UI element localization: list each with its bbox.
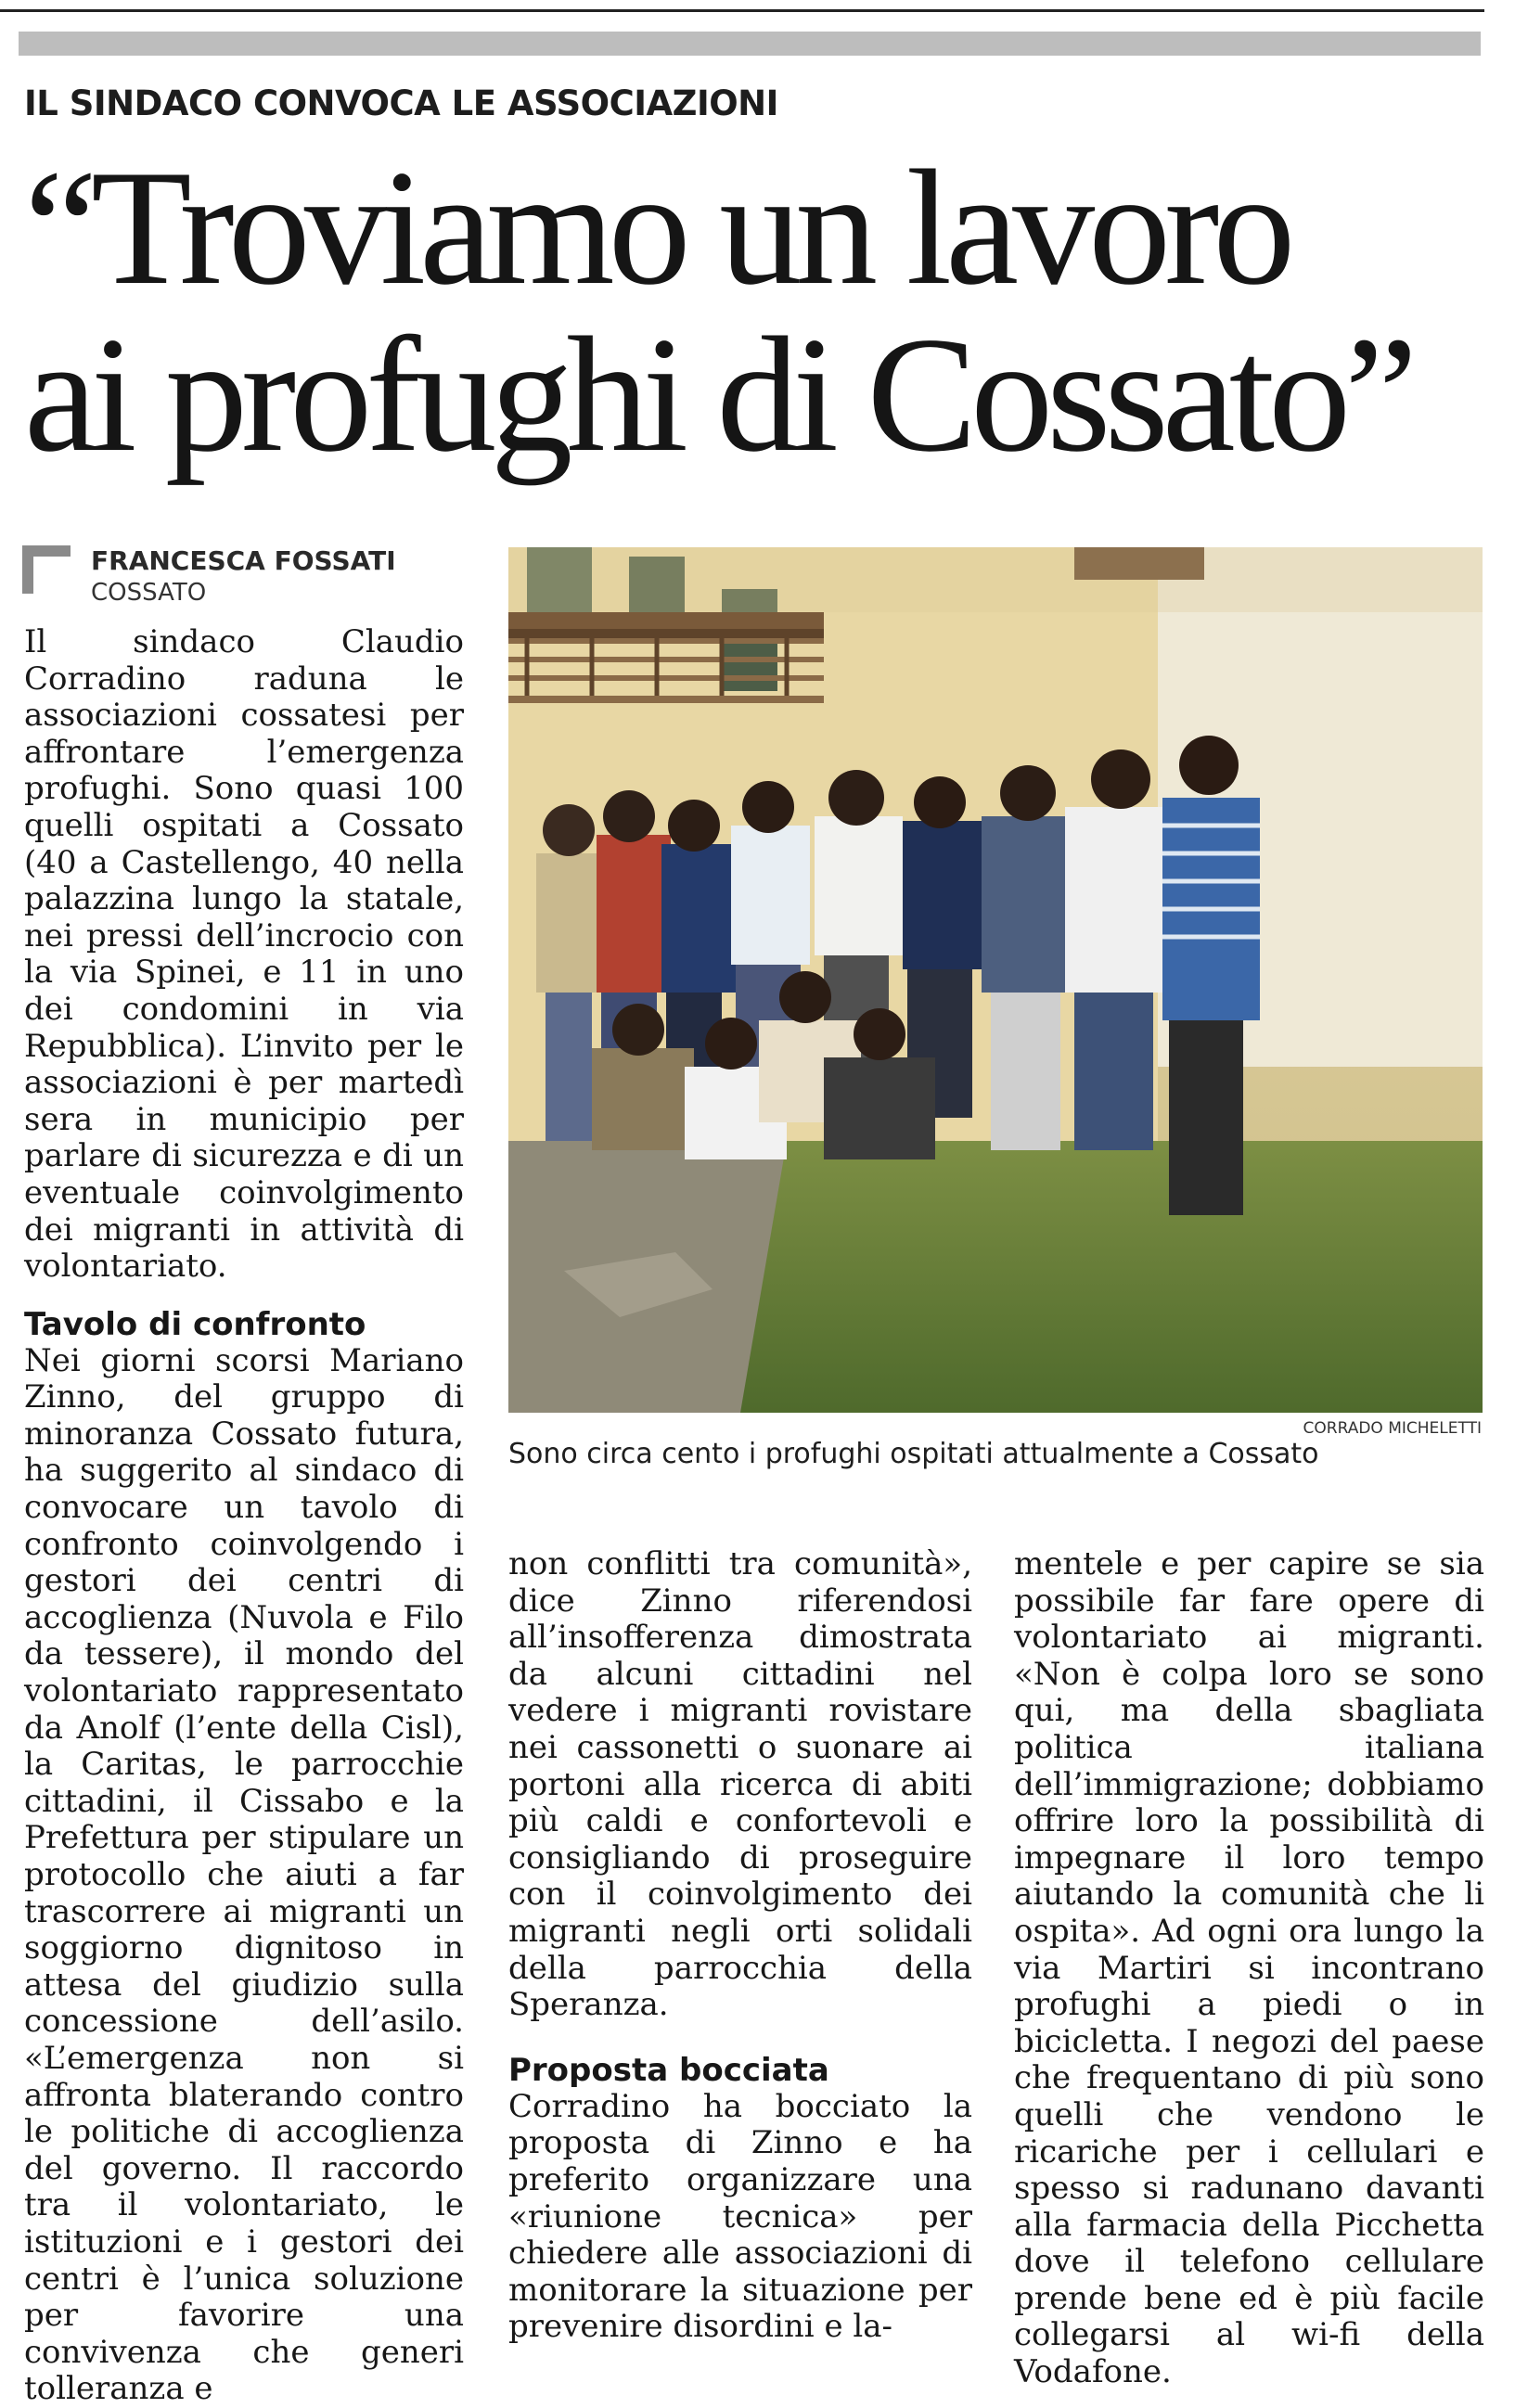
article-paragraph-3: Corradino ha bocciato la proposta di Zinno e ha preferito organizzare una «riunione tecnica» per chiedere alle associazioni di monitorare la situazione per prevenire disordini e la- [508,2087,972,2346]
news-photo [508,547,1483,1413]
subhead-tavolo: Tavolo di confronto [24,1305,366,1343]
photo-caption: Sono circa cento i profughi ospitati attualmente a Cossato [508,1438,1319,1470]
section-bar [19,32,1481,56]
article-column-1 [24,624,464,2408]
group-photo-image [508,547,1483,1413]
byline-mark [22,545,71,594]
article-paragraph-2: Nei giorni scorsi Mariano Zinno, del gruppo di minoranza Cossato futura, ha suggerito al sindaco di convocare un tavolo di confronto coinvolgendo i gestori dei centri di accoglienza (Nuvola e Filo da tessere), il mondo del volontariato rappresentato da Anolf (l’ente della Cisl), la Caritas, le parrocchie cittadini, il Cissabo e la Prefettura per stipulare un protocollo che aiuti a far trascorrere ai migranti un soggiorno dignitoso in attesa del giudizio sulla concessione dell’asilo. «L’emergenza non si affronta blaterando contro le politiche di accoglienza del governo. Il raccordo tra il volontariato, le istituzioni e i gestori dei centri è l’unica soluzione per favorire una convivenza che generi tolleranza e [24,1341,464,2408]
article-column-3 [1014,1546,1484,2391]
photo-credit: CORRADO MICHELETTI [1303,1419,1482,1438]
headline-line-1: “Troviamo un lavoro [24,135,1290,319]
article-intro: Il sindaco Claudio Corradino raduna le associazioni cossatesi per affrontare l’emergenza profughi. Sono quasi 100 quelli ospitati a Cossato (40 a Castellengo, 40 nella palazzina lungo la statale, nei pressi dell’incrocio con la via Spinei, e 11 in uno dei condomini in via Repubblica). L’invito per le associazioni è per martedì sera in municipio per parlare di sicurezza e di un eventuale coinvolgimento dei migranti in attività di volontariato. [24,623,464,1286]
subhead-proposta: Proposta bocciata [508,2051,829,2089]
byline-place: COSSATO [91,579,207,607]
article-paragraph-3-continued: mentele e per capire se sia possibile far fare opere di volontariato ai migranti. «Non è colpa loro se sono qui, ma della sbagliata politica italiana dell’immigrazione; dobbiamo offrire loro la possibilità di impegnare il loro tempo aiutando la comunità che li ospita». Ad ogni ora lungo la via Martiri si incontrano profughi a piedi o in bicicletta. I negozi del paese che frequentano di più sono quelli che vendono le ricariche per i cellulari e spesso si radunano davanti alla farmacia della Picchetta dove il telefono cellulare prende bene ed è più facile collegarsi al wi-fi della Vodafone. [1014,1545,1484,2391]
byline-author: FRANCESCA FOSSATI [91,545,396,576]
top-rule [0,9,1484,12]
article-column-2 [508,1546,972,2346]
headline-line-2: ai profughi di Cossato” [24,302,1412,486]
headline [24,135,1499,486]
kicker: IL SINDACO CONVOCA LE ASSOCIAZIONI [24,83,778,123]
article-paragraph-2-continued: non conflitti tra comunità», dice Zinno riferendosi all’insofferenza dimostrata da alcuni cittadini nel vedere i migranti rovistare nei cassonetti o suonare ai portoni alla ricerca di abiti più caldi e confortevoli e consigliando di proseguire con il coinvolgimento dei migranti negli orti solidali della parrocchia della Speranza. [508,1545,972,2024]
